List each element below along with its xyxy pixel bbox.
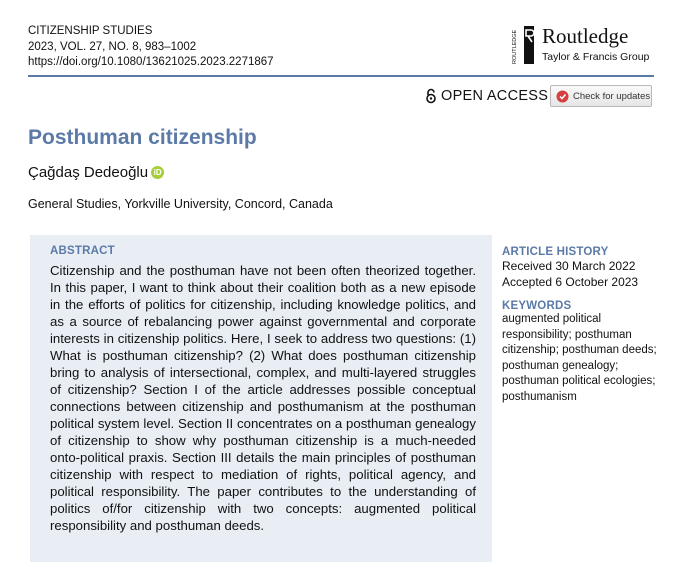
keywords-list: augmented political responsibility; posthuman citizenship; posthuman deeds; posthuman genealogy; posthuman political ecologies; posthumanism bbox=[502, 313, 657, 403]
open-access-label: OPEN ACCESS bbox=[441, 88, 549, 104]
open-access-badge bbox=[425, 88, 548, 104]
keywords-label: KEYWORDS bbox=[502, 300, 572, 312]
doi-link[interactable]: https://doi.org/10.1080/13621025.2023.2271867 bbox=[28, 56, 274, 68]
check-for-updates-label: Check for updates bbox=[573, 90, 651, 102]
accepted-date: Accepted 6 October 2023 bbox=[502, 275, 639, 289]
check-for-updates-button[interactable] bbox=[550, 85, 652, 107]
article-sidebar bbox=[502, 246, 662, 405]
journal-header bbox=[28, 24, 274, 71]
abstract-text: Citizenship and the posthuman have not been often theorized together. In this paper, I want to think about their coalition both as a new episode in the efforts of politics for citizenship, including knowledge politics, and as a source of rebalancing power against governmental and corporate interests in citizenship politics. Here, I seek to address two questions: (1) What is posthuman citizenship? (2) What does posthuman citizenship bring to analysis of intersectional, complex, and multi-layered struggles of citizenship? Section I of the article addresses possible conceptual connections between citizenship and posthumanism at the posthuman political system level. Section II concentrates on a posthuman genealogy of citizenship to show why posthuman citizenship is a much-needed onto-political praxis. Section III details the main principles of posthuman citizenship with respect to mediation of rights, political agency, and political responsibility. The paper contributes to the understanding of politics of/for citizenship with two concepts: augmented political responsibility and posthuman deeds. bbox=[50, 263, 476, 533]
author-affiliation: General Studies, Yorkville University, Concord, Canada bbox=[28, 197, 333, 211]
publisher-logo bbox=[510, 24, 660, 66]
author-line bbox=[28, 164, 164, 181]
article-history-label: ARTICLE HISTORY bbox=[502, 246, 609, 258]
open-lock-icon bbox=[425, 88, 437, 104]
routledge-logo-icon bbox=[510, 24, 536, 66]
abstract-box bbox=[30, 235, 492, 562]
journal-volume: 2023, VOL. 27, NO. 8, 983–1002 bbox=[28, 40, 197, 53]
received-date: Received 30 March 2022 bbox=[502, 259, 636, 273]
article-title: Posthuman citizenship bbox=[28, 126, 257, 149]
header-rule bbox=[28, 75, 654, 77]
crossmark-icon bbox=[556, 90, 569, 103]
journal-name: CITIZENSHIP STUDIES bbox=[28, 25, 153, 37]
abstract-label: ABSTRACT bbox=[50, 245, 115, 257]
author-name: Çağdaş Dedeoğlu bbox=[28, 164, 149, 181]
publisher-subtitle: Taylor & Francis Group bbox=[542, 51, 650, 63]
publisher-name: Routledge bbox=[542, 24, 629, 48]
routledge-logo-text: ROUTLEDGE bbox=[512, 29, 518, 64]
orcid-icon[interactable]: iD bbox=[151, 166, 164, 179]
